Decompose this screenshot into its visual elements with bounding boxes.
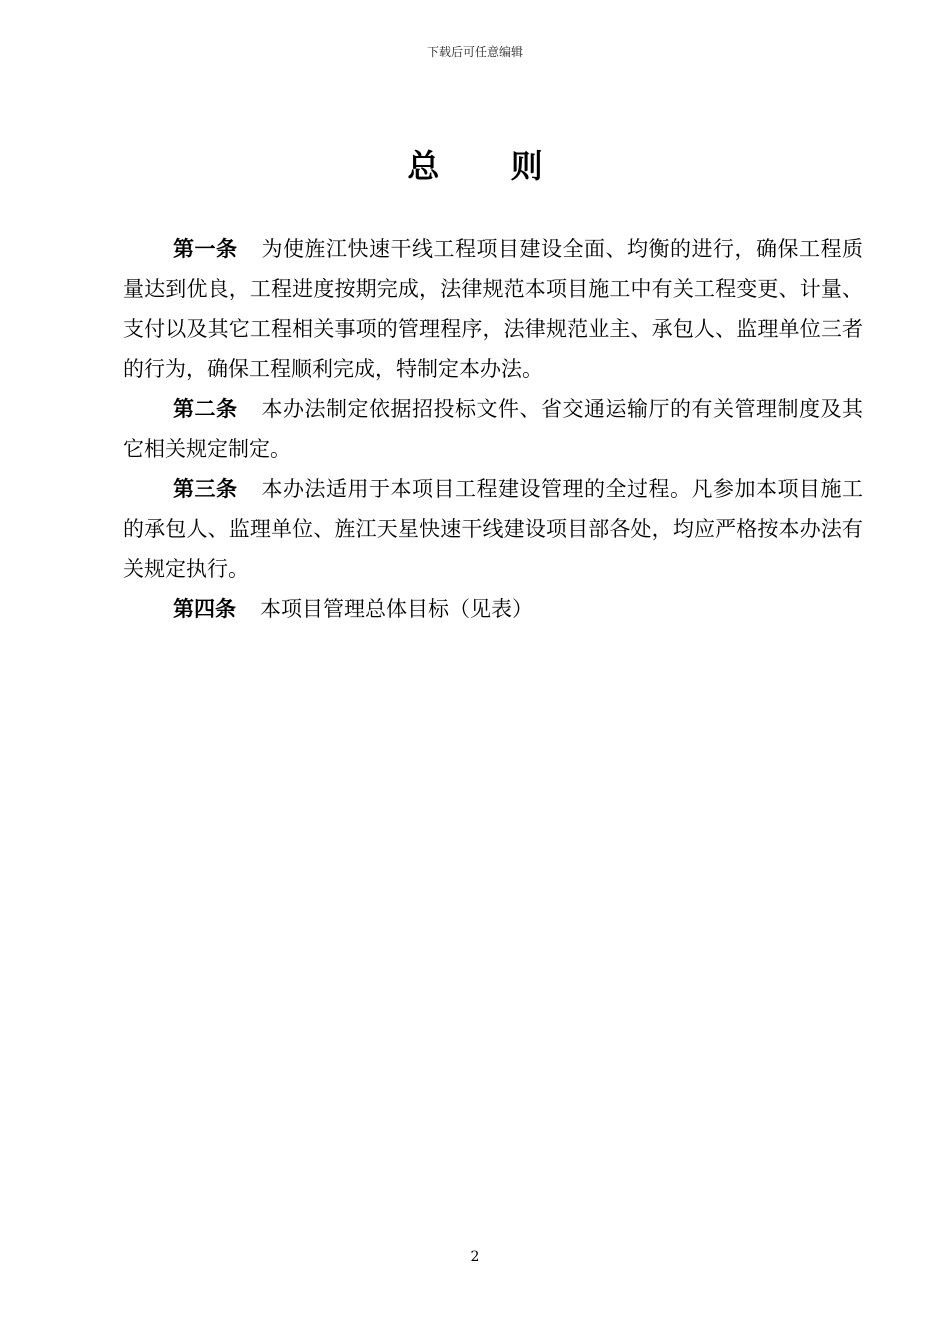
article-2-text: 本办法制定依据招投标文件、省交通运输厅的有关管理制度及其它相关规定制定。 <box>123 397 863 461</box>
article-3-text: 本办法适用于本项目工程建设管理的全过程。凡参加本项目施工的承包人、监理单位、旌江天星快速干线建设项目部各处，均应严格按本办法有关规定执行。 <box>123 477 863 581</box>
article-1-label: 第一条 <box>173 237 238 261</box>
article-1-text: 为使旌江快速干线工程项目建设全面、均衡的进行，确保工程质量达到优良，工程进度按期完成，法律规范本项目施工中有关工程变更、计量、支付以及其它工程相关事项的管理程序，法律规范业主、承包人、监理单位三者的行为，确保工程顺利完成，特制定本办法。 <box>123 237 863 381</box>
article-4-label: 第四条 <box>173 597 236 621</box>
article-1 <box>123 229 863 389</box>
article-4-text: 本项目管理总体目标（见表） <box>260 597 533 621</box>
page-number: 2 <box>470 1249 480 1265</box>
document-body <box>123 229 863 629</box>
page-header: 下载后可任意编辑 <box>426 45 523 59</box>
article-2 <box>123 389 863 469</box>
article-2-label: 第二条 <box>173 397 238 421</box>
article-3 <box>123 469 863 589</box>
article-4 <box>123 589 863 629</box>
document-title: 总 则 <box>407 147 573 185</box>
article-3-label: 第三条 <box>173 477 238 501</box>
